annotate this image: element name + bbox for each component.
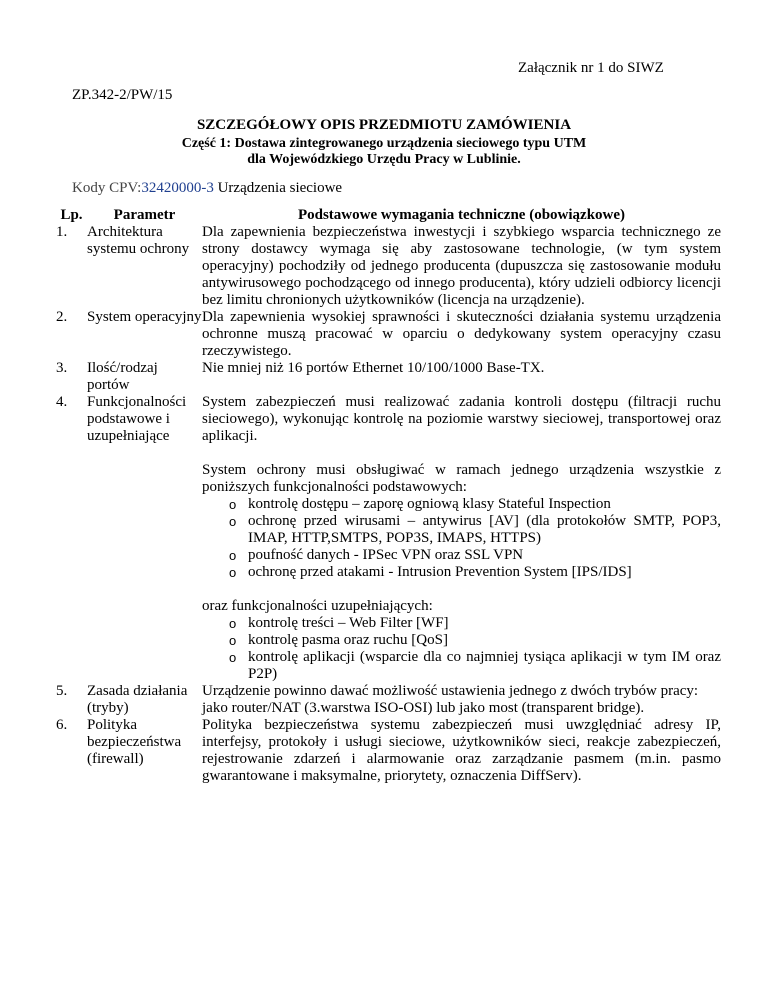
page-title: SZCZEGÓŁOWY OPIS PRZEDMIOTU ZAMÓWIENIA [196, 117, 572, 133]
extra-functions-list [202, 615, 721, 683]
table-row [56, 224, 721, 309]
bullet-icon: o [229, 548, 237, 563]
list-item [202, 649, 721, 683]
row-desc-text: Dla zapewnienia bezpieczeństwa inwestycji i szybkiego wsparcia technicznego ze strony dostawcy wymaga się aby zastosowane technologie, (w tym system operacyjny) pochodziły od jednego producenta (dupuszcza się zastosowanie modułu antywirusowego pochodzącego od innego producenta), który udzieli odbiorcy licencji bez limitu chronionych użytkowników (licencja na urządzenie). [202, 224, 721, 308]
row-desc [202, 360, 721, 394]
list-item-text: poufność danych - IPSec VPN oraz SSL VPN [248, 547, 524, 563]
header-lp: Lp. [60, 207, 83, 223]
bullet-icon: o [229, 633, 237, 648]
functions-intro: System zabezpieczeń musi realizować zadania kontroli dostępu (filtracji ruchu sieciowego), wykonując kontrolę na poziomie warstwy sieciowej, transportowej oraz aplikacji. [202, 394, 721, 444]
reference-number: ZP.342-2/PW/15 [72, 87, 173, 103]
row-desc-line1: Urządzenie powinno dawać możliwość ustawienia jednego z dwóch trybów pracy: [202, 683, 699, 699]
title-block [0, 117, 768, 168]
list-item [202, 632, 721, 649]
row-desc [202, 394, 721, 683]
page-subtitle-line2: dla Wojewódzkiego Urzędu Pracy w Lublinie. [247, 152, 521, 167]
row-param: Ilość/rodzaj portów [87, 360, 158, 393]
table-row [56, 394, 721, 683]
table-row [56, 360, 721, 394]
row-desc-text: Polityka bezpieczeństwa systemu zabezpieczeń musi uwzględniać adresy IP, interfejsy, protokoły i usługi sieciowe, użytkowników sieci, reakcje zabezpieczeń, rejestrowanie zdarzeń i alarmowanie oraz zarządzanie pasmem (m.in. pasmo gwarantowane i maksymalne, priorytety, oznaczenia DiffServ). [202, 717, 721, 784]
row-param: Zasada działania (tryby) [87, 683, 188, 716]
extra-functions-intro: oraz funkcjonalności uzupełniających: [202, 598, 433, 614]
row-lp: 1. [56, 224, 68, 240]
row-param: System operacyjny [87, 309, 202, 325]
row-param: Polityka bezpieczeństwa (firewall) [87, 717, 182, 767]
cpv-code: 32420000-3 [141, 180, 214, 196]
list-item-text: ochronę przed wirusami – antywirus [AV] (dla protokołów SMTP, POP3, IMAP, HTTP,SMTPS, POP3S, IMAPS, HTTPS) [248, 513, 721, 546]
bullet-icon: o [229, 565, 237, 580]
row-param: Funkcjonalności podstawowe i uzupełniające [87, 394, 187, 444]
header-desc: Podstawowe wymagania techniczne (obowiązkowe) [297, 207, 626, 223]
row-desc-line2: jako router/NAT (3.warstwa ISO-OSI) lub jako most (transparent bridge). [202, 700, 645, 716]
list-item-text: kontrolę dostępu – zaporę ogniową klasy Stateful Inspection [248, 496, 611, 512]
header-param: Parametr [113, 207, 176, 223]
bullet-icon: o [229, 650, 237, 665]
cpv-label: Kody CPV: [72, 180, 142, 196]
row-lp: 2. [56, 309, 68, 325]
bullet-icon: o [229, 497, 237, 512]
table-row [56, 309, 721, 360]
annex-label: Załącznik nr 1 do SIWZ [518, 60, 664, 76]
row-desc [202, 717, 721, 785]
bullet-icon: o [229, 616, 237, 631]
row-desc [202, 309, 721, 360]
table-header-row [56, 207, 721, 224]
row-desc [202, 683, 721, 717]
list-item-text: kontrolę pasma oraz ruchu [QoS] [248, 632, 448, 648]
list-item [202, 615, 721, 632]
table-row [56, 717, 721, 785]
row-desc-text: Dla zapewnienia wysokiej sprawności i skuteczności działania systemu urządzenia ochronne muszą pracować w oparciu o dedykowany system operacyjny czasu rzeczywistego. [202, 309, 721, 359]
row-lp: 4. [56, 394, 68, 410]
basic-functions-list [202, 496, 721, 581]
row-lp: 6. [56, 717, 68, 733]
basic-functions-intro: System ochrony musi obsługiwać w ramach jednego urządzenia wszystkie z poniższych funkcjonalności podstawowych: [202, 462, 721, 495]
page-subtitle-line1: Część 1: Dostawa zintegrowanego urządzenia sieciowego typu UTM [181, 136, 587, 151]
requirements-table [56, 207, 721, 785]
list-item [202, 496, 721, 513]
row-lp: 5. [56, 683, 68, 699]
row-desc-text: Nie mniej niż 16 portów Ethernet 10/100/1000 Base-TX. [202, 360, 545, 376]
row-desc [202, 224, 721, 309]
list-item-text: kontrolę treści – Web Filter [WF] [248, 615, 449, 631]
row-lp: 3. [56, 360, 68, 376]
list-item [202, 547, 721, 564]
cpv-codes [72, 180, 342, 197]
paragraph-spacer [202, 581, 721, 598]
cpv-description: Urządzenia sieciowe [213, 180, 343, 196]
list-item-text: kontrolę aplikacji (wsparcie dla co najmniej tysiąca aplikacji w tym IM oraz P2P) [248, 649, 721, 682]
table-row [56, 683, 721, 717]
list-item-text: ochronę przed atakami - Intrusion Prevention System [IPS/IDS] [248, 564, 632, 580]
bullet-icon: o [229, 514, 237, 529]
list-item [202, 564, 721, 581]
list-item [202, 513, 721, 547]
row-param: Architektura systemu ochrony [87, 224, 190, 257]
paragraph-spacer [202, 445, 721, 462]
